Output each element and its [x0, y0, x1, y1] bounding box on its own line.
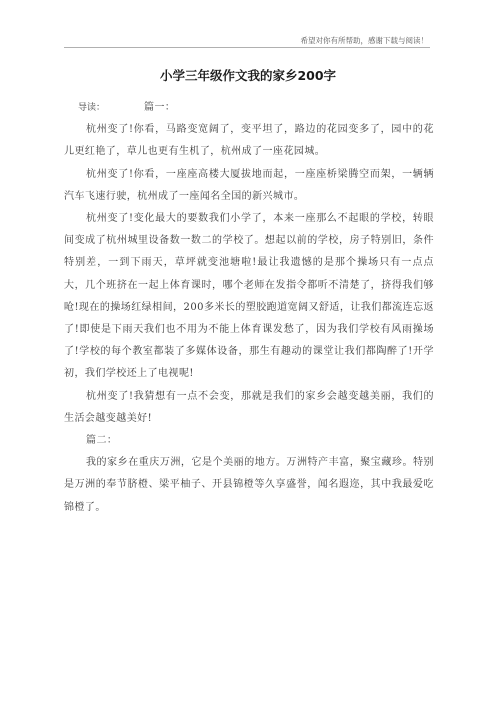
paragraph-3: 杭州变了!变化最大的要数我们小学了，本来一座那么不起眼的学校，转眼间变成了杭州城里设备数一数二的学校了。想起以前的学校，房子特别旧，条件特别差，一到下雨天，草坪就变池塘啦!最让我遗憾的是那个操场只有一点点大，几个班挤在一起上体育课时，哪个老师在发指令都听不清楚了，挤得我们够呛!现在的操场红绿相间，200多米长的塑胶跑道宽阔又舒适，让我们都流连忘返了!即使是下雨天我们也不用为不能上体育课发愁了，因为我们学校有风雨操场了!学校的每个教室都装了多媒体设备，那生有趣动的课堂让我们都陶醉了!开学初，我们学校还上了电视呢!: [64, 213, 434, 380]
lead-value: 篇一：: [144, 102, 176, 113]
paragraph-2: 杭州变了!你看，一座座高楼大厦拔地而起，一座座桥梁腾空而架，一辆辆汽车飞速行驶，杭州成了一座闻名全国的新兴城市。: [64, 168, 434, 202]
document-title: 小学三年级作文我的家乡200字: [159, 68, 337, 83]
header-note: 希望对你有所帮助，感谢下载与阅读！: [300, 36, 428, 45]
document-body: [64, 97, 434, 519]
lead-row: [64, 97, 434, 119]
section-heading-2: 篇二：: [86, 435, 118, 447]
paragraph-1: 杭州变了!你看，马路变宽阔了，变平坦了，路边的花园变多了，园中的花儿更红艳了，草儿也更有生机了，杭州成了一座花园城。: [64, 124, 434, 158]
paragraph-5: 我的家乡在重庆万洲，它是个美丽的地方。万洲特产丰富，聚宝藏珍。特别是万洲的奉节脐橙、梁平柚子、开县锦橙等久享盛誉，闻名遐迩，其中我最爱吃锦橙了。: [64, 457, 434, 513]
paragraph-4: 杭州变了!我猜想有一点不会变，那就是我们的家乡会越变越美丽，我们的生活会越变越美好!: [64, 390, 434, 424]
lead-label: 导读：: [78, 103, 106, 113]
header-divider: [64, 47, 430, 48]
